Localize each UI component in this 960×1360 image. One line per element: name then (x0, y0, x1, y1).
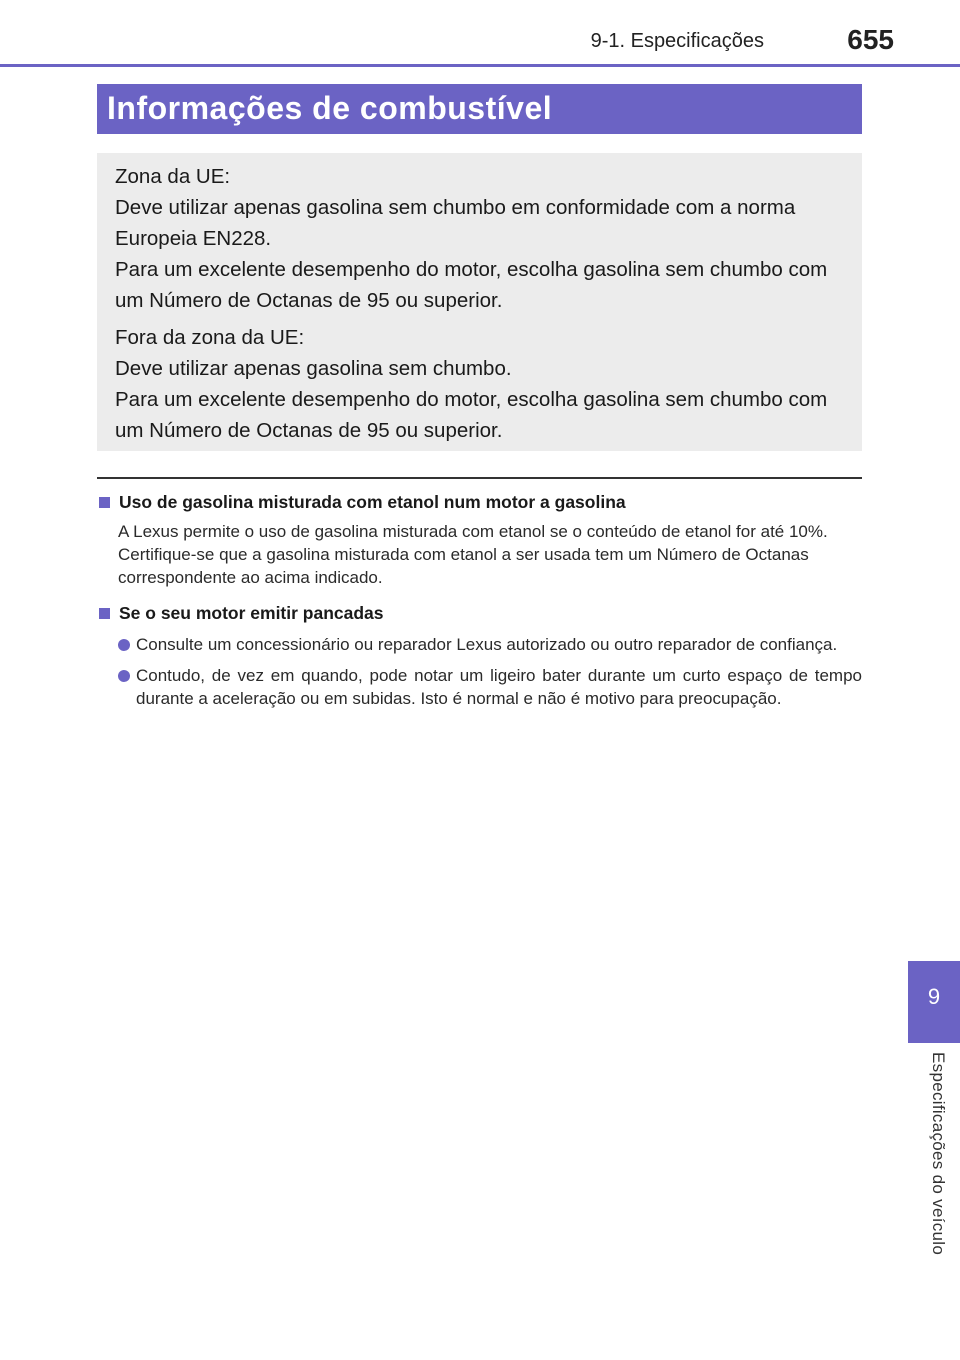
non-eu-line: um Número de Octanas de 95 ou superior. (115, 419, 503, 442)
knocking-heading-text: Se o seu motor emitir pancadas (119, 603, 384, 623)
chapter-label: Especificações do veículo (929, 1052, 948, 1256)
non-eu-line: Deve utilizar apenas gasolina sem chumbo. (115, 357, 512, 380)
eu-zone-block (115, 161, 846, 316)
ethanol-subheading (97, 490, 862, 514)
eu-heading: Zona da UE: (115, 165, 231, 188)
header-section-title: 9-1. Especificações (590, 30, 764, 52)
circle-bullet-icon (118, 670, 130, 682)
ethanol-body: A Lexus permite o uso de gasolina misturada com etanol se o conteúdo de etanol for até 10%. Certifique-se que a gasolina misturada com etanol a ser usada tem um Número de Octanas correspondente ao acima indicado. (118, 522, 828, 587)
non-eu-line: Para um excelente desempenho do motor, escolha gasolina sem chumbo com (115, 388, 828, 411)
page-number: 655 (847, 24, 894, 55)
header-divider (0, 64, 960, 67)
eu-line: Deve utilizar apenas gasolina sem chumbo em conformidade com a norma (115, 196, 796, 219)
section-banner: Informações de combustível (97, 84, 862, 134)
list-item (118, 664, 862, 710)
eu-line: Europeia EN228. (115, 227, 272, 250)
fuel-info-box (97, 153, 862, 451)
eu-line: um Número de Octanas de 95 ou superior. (115, 289, 503, 312)
chapter-tab: 9 (908, 961, 960, 1043)
square-bullet-icon (99, 497, 110, 508)
square-bullet-icon (99, 608, 110, 619)
section-divider (97, 477, 862, 479)
non-eu-heading: Fora da zona da UE: (115, 326, 305, 349)
list-item (118, 633, 862, 656)
knocking-subheading (97, 601, 862, 625)
list-item-text: Consulte um concessionário ou reparador Lexus autorizado ou outro reparador de confiança. (136, 635, 838, 654)
eu-line: Para um excelente desempenho do motor, escolha gasolina sem chumbo com (115, 258, 828, 281)
non-eu-zone-block (115, 322, 846, 446)
circle-bullet-icon (118, 639, 130, 651)
notes-content (97, 490, 862, 710)
list-item-text: Contudo, de vez em quando, pode notar um ligeiro bater durante um curto espaço de tempo durante a aceleração ou em subidas. Isto é normal e não é motivo para preocupação. (136, 666, 862, 708)
ethanol-heading-text: Uso de gasolina misturada com etanol num motor a gasolina (119, 492, 626, 512)
